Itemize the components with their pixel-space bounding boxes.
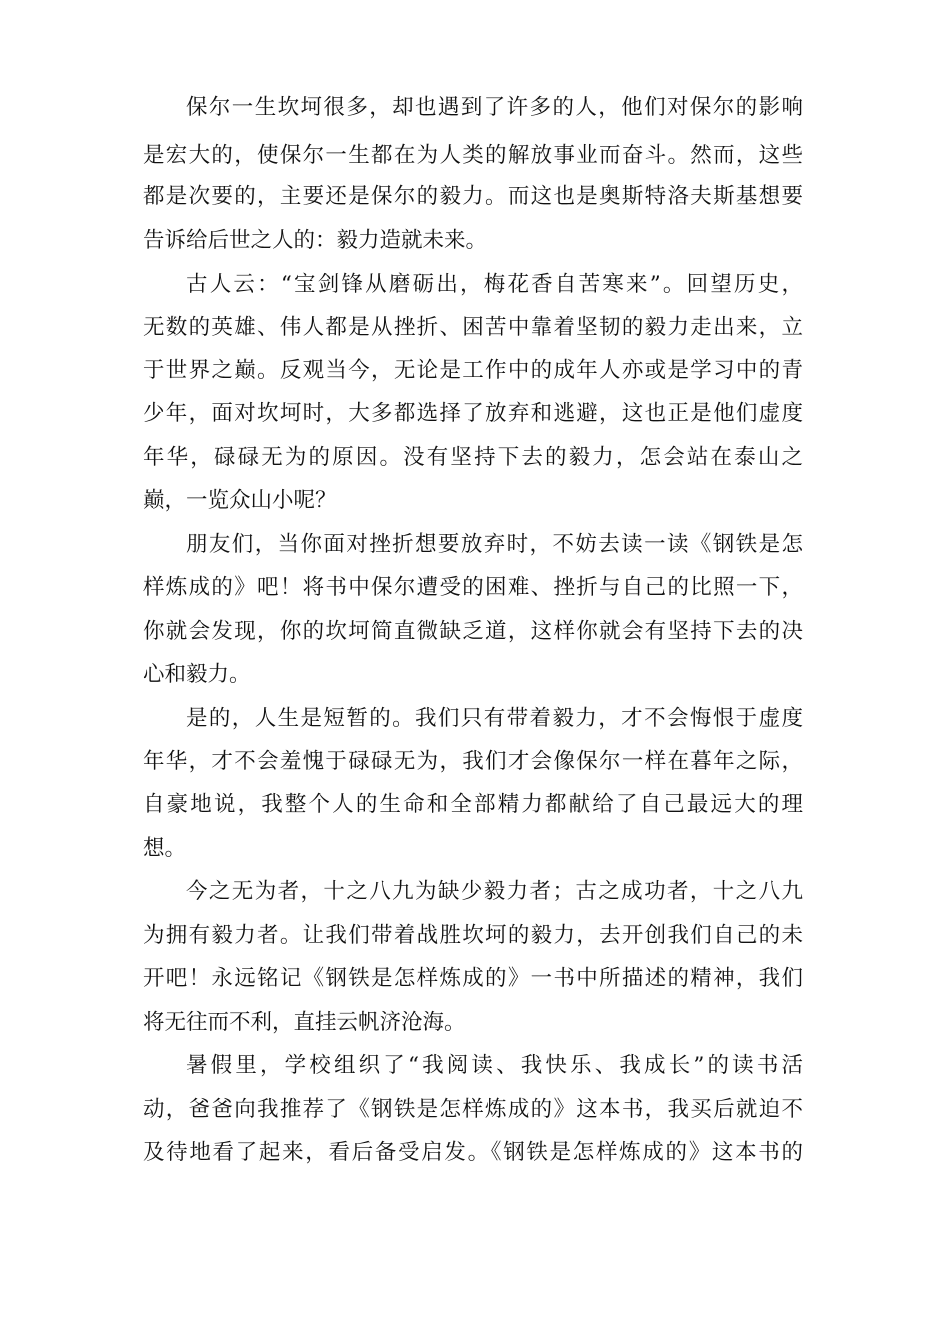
text-line: 想。 (143, 836, 187, 861)
text-line: 年华，碌碌无为的原因。没有坚持下去的毅力，怎会站在泰山之 (143, 445, 803, 470)
text-line: 样炼成的》吧！将书中保尔遭受的困难、挫折与自己的比照一下， (143, 575, 803, 600)
text-line: 是宏大的，使保尔一生都在为人类的解放事业而奋斗。然而，这些 (143, 143, 803, 168)
text-line: 都是次要的，主要还是保尔的毅力。而这也是奥斯特洛夫斯基想要 (143, 184, 803, 209)
text-line: 动，爸爸向我推荐了《钢铁是怎样炼成的》这本书，我买后就迫不 (143, 1097, 803, 1122)
text-line: 将无往而不利，直挂云帆济沧海。 (143, 1010, 466, 1035)
text-line: 及待地看了起来，看后备受启发。《钢铁是怎样炼成的》这本书的 (143, 1140, 803, 1165)
text-line: 朋友们，当你面对挫折想要放弃时，不妨去读一读《钢铁是怎 (186, 532, 803, 557)
text-line: 年华，才不会羞愧于碌碌无为，我们才会像保尔一样在暮年之际， (143, 749, 803, 774)
text-line: 自豪地说，我整个人的生命和全部精力都献给了自己最远大的理 (143, 792, 803, 817)
text-line: 今之无为者，十之八九为缺少毅力者；古之成功者，十之八九 (186, 879, 803, 904)
text-line: 古人云：“宝剑锋从磨砺出，梅花香自苦寒来”。回望历史， (186, 272, 803, 297)
text-line: 心和毅力。 (143, 662, 251, 687)
text-line: 你就会发现，你的坎坷简直微缺乏道，这样你就会有坚持下去的决 (143, 619, 803, 644)
text-line: 告诉给后世之人的：毅力造就未来。 (143, 228, 488, 253)
text-line: 巅，一览众山小呢？ (143, 488, 337, 513)
text-line: 少年，面对坎坷时，大多都选择了放弃和逃避，这也正是他们虚度 (143, 401, 803, 426)
text-line: 为拥有毅力者。让我们带着战胜坎坷的毅力，去开创我们自己的未 (143, 923, 803, 948)
text-line: 保尔一生坎坷很多，却也遇到了许多的人，他们对保尔的影响 (186, 95, 803, 120)
text-line: 暑假里，学校组织了“我阅读、我快乐、我成长”的读书活 (186, 1053, 803, 1078)
text-line: 开吧！永远铭记《钢铁是怎样炼成的》一书中所描述的精神，我们 (143, 966, 803, 991)
text-line: 于世界之巅。反观当今，无论是工作中的成年人亦或是学习中的青 (143, 358, 803, 383)
text-line: 是的，人生是短暂的。我们只有带着毅力，才不会悔恨于虚度 (186, 706, 803, 731)
text-line: 无数的英雄、伟人都是从挫折、困苦中靠着坚韧的毅力走出来，立 (143, 315, 803, 340)
